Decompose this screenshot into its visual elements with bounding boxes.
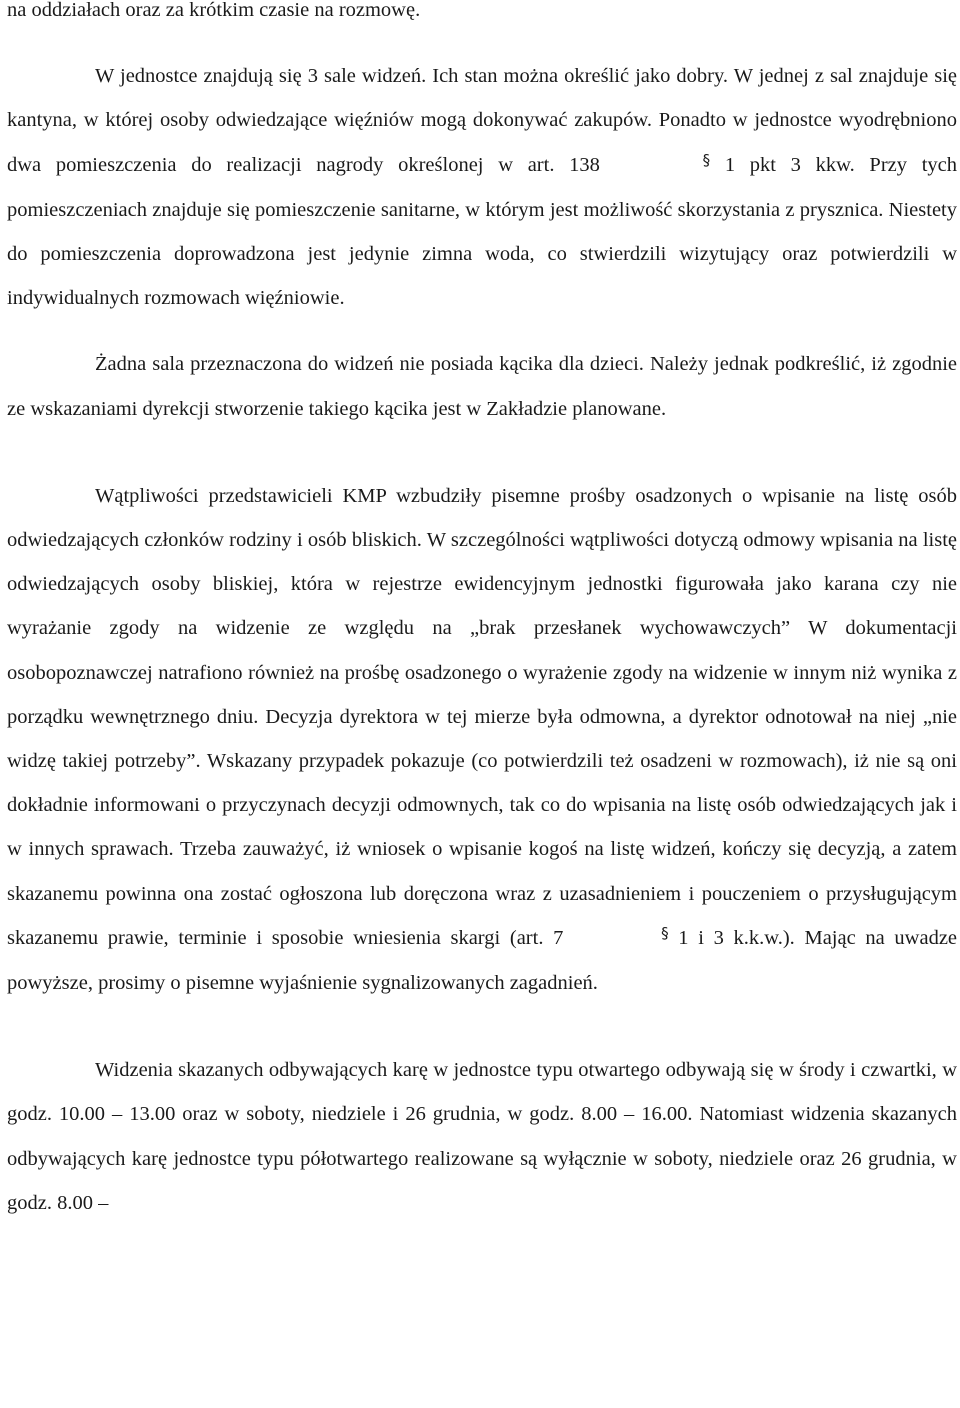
paragraph-fragment [7, 0, 957, 32]
paragraph-text-cont: 1 i 3 k.k.w.). Mając na uwadze powyższe, prosimy o pisemne wyjaśnienie sygnalizowanych zagadnień. [7, 926, 958, 995]
paragraph-visiting-hours [7, 1048, 957, 1225]
paragraph-text-cont: 1 pkt 3 kkw. Przy tych pomieszczeniach znajduje się pomieszczenie sanitarne, w którym jest możliwość skorzystania z prysznica. Niestety do pomieszczenia doprowadzona jest jedynie zimna woda, co stwierdzili wizytujący oraz potwierdzili w indywidualnych rozmowach więźniowie. [7, 153, 957, 310]
paragraph-text: na oddziałach oraz za krótkim czasie na rozmowę. [7, 0, 421, 21]
paragraph-text: Żadna sala przeznaczona do widzeń nie posiada kącika dla dzieci. Należy jednak podkreślić, iż zgodnie ze wskazaniami dyrekcji stworzenie takiego kącika jest w Zakładzie planowane. [7, 353, 957, 420]
paragraph-text: W jednostce znajdują się 3 sale widzeń. Ich stan można określić jako dobry. W jednej z sal znajduje się kantyna, w której osoby odwiedzające więźniów mogą dokonywać zakupów. Ponadto w jednostce wyodrębniono dwa pomieszczenia do realizacji nagrody określonej w art. 138 [7, 65, 957, 176]
paragraph-children-corner [7, 342, 957, 430]
paragraph-text: Wątpliwości przedstawicieli KMP wzbudziły pisemne prośby osadzonych o wpisanie na listę osób odwiedzających członków rodziny i osób bliskich. W szczególności wątpliwości dotyczą odmowy wpisania na listę odwiedzających osoby bliskiej, która w rejestrze ewidencyjnym jednostki figurowała jako karana czy nie wyrażanie zgody na widzenie ze względu na „brak przesłanek wychowawczych” W dokumentacji osobopoznawczej natrafiono również na prośbę osadzonego o wyrażenie zgody na widzenie w innym niż wynika z porządku wewnętrznego dniu. Decyzja dyrektora w tej mierze była odmowna, a dyrektor odnotował na niej „nie widzę takiej potrzeby”. Wskazany przypadek pokazuje (co potwierdzili też osadzeni w rozmowach), iż nie są oni dokładnie informowani o przyczynach decyzji odmownych, tak co do wpisania na listę osób odwiedzających jak i w innych sprawach. Trzeba zauważyć, iż wniosek o wpisanie kogoś na listę widzeń, kończy się decyzją, a zatem skazanemu powinna ona zostać ogłoszona lub doręczona wraz z uzasadnieniem i pouczeniem o przysługującym skazanemu prawie, terminie i sposobie wniesienia skargi (art. 7 [7, 484, 957, 949]
section-sign: § [702, 150, 711, 169]
paragraph-visiting-rooms [7, 54, 957, 320]
section-sign: § [661, 923, 669, 942]
document-page [7, 0, 957, 1225]
paragraph-kmp-doubts [7, 474, 957, 1005]
paragraph-text: Widzenia skazanych odbywających karę w jednostce typu otwartego odbywają się w środy i czwartki, w godz. 10.00 – 13.00 oraz w soboty, niedziele i 26 grudnia, w godz. 8.00 – 16.00. Natomiast widzenia skazanych odbywających karę jednostce typu półotwartego realizowane są wyłącznie w soboty, niedziele oraz 26 grudnia, w godz. 8.00 – [7, 1059, 957, 1214]
